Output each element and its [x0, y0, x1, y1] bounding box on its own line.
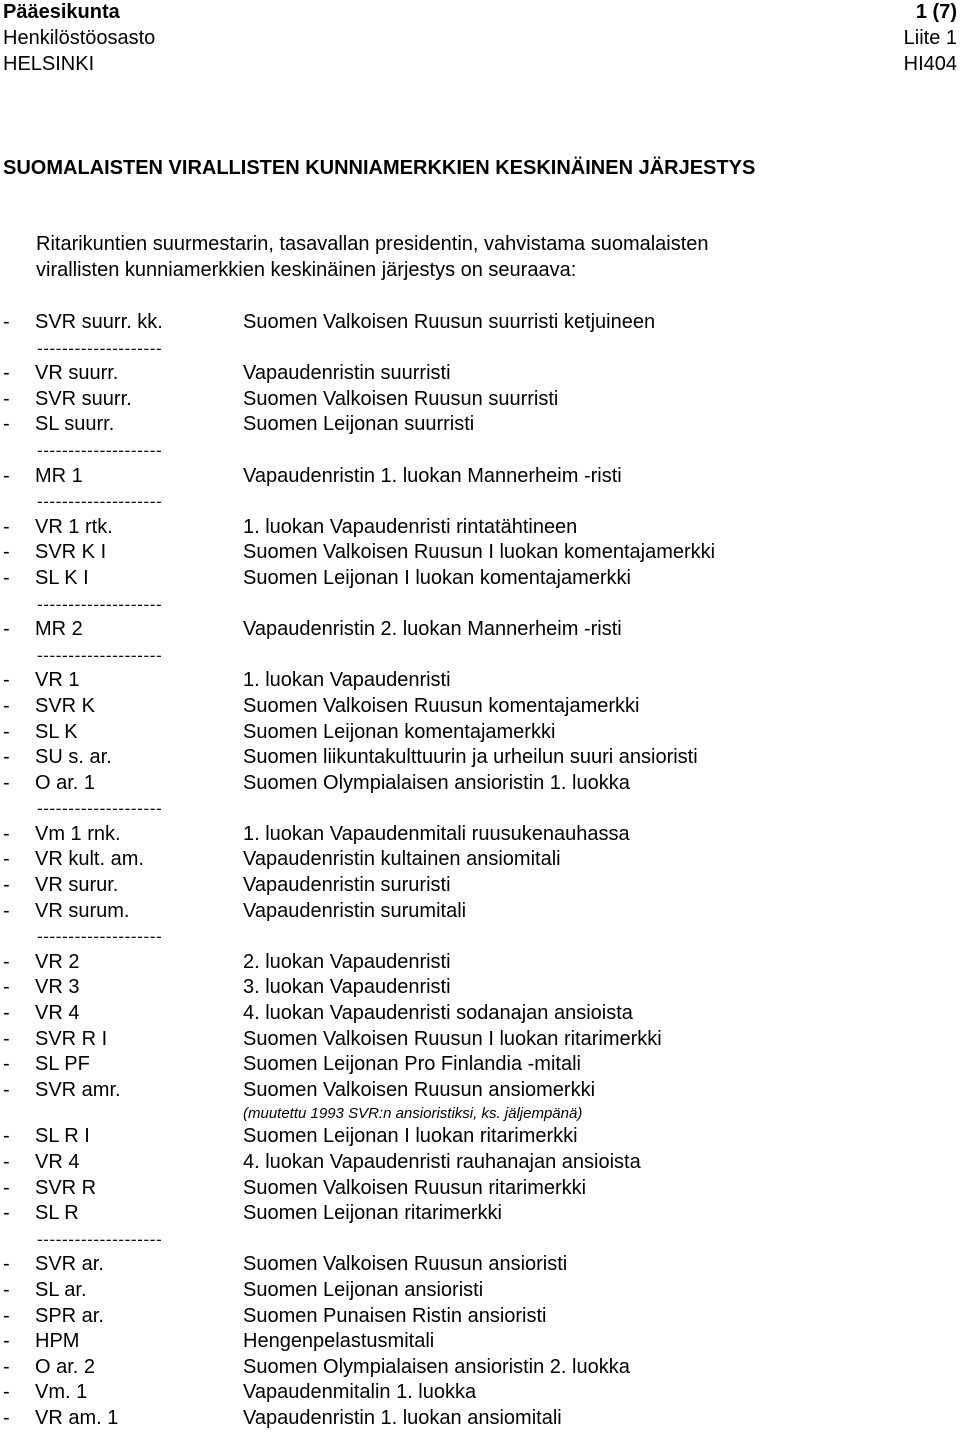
- item-abbreviation: Vm 1 rnk.: [35, 822, 121, 845]
- item-full-name: Suomen Leijonan ansioristi: [243, 1278, 484, 1301]
- item-abbreviation: SL K I: [35, 566, 89, 589]
- item-abbreviation: SVR suurr. kk.: [35, 311, 163, 333]
- bullet-dash: -: [3, 694, 10, 717]
- item-full-name: Suomen Olympialaisen ansioristin 1. luokka: [243, 771, 630, 794]
- list-item: [0, 1150, 960, 1176]
- item-full-name: Suomen Valkoisen Ruusun komentajamerkki: [243, 694, 640, 717]
- bullet-dash: -: [3, 720, 10, 743]
- list-item: [0, 950, 960, 976]
- list-item: [0, 1052, 960, 1078]
- header-row-city: [3, 52, 957, 76]
- list-item: [0, 694, 960, 720]
- list-item: [0, 1278, 960, 1304]
- intro-paragraph: [36, 232, 709, 283]
- item-full-name: Suomen Valkoisen Ruusun suurristi ketjuineen: [243, 311, 656, 333]
- separator-line: [0, 924, 960, 950]
- page-number: 1 (7): [915, 1, 957, 23]
- list-item: [0, 1329, 960, 1355]
- item-full-name: Suomen Leijonan I luokan komentajamerkki: [243, 566, 631, 589]
- list-item: [0, 387, 960, 413]
- document-title: SUOMALAISTEN VIRALLISTEN KUNNIAMERKKIEN KESKINÄINEN JÄRJESTYS: [3, 157, 756, 179]
- item-abbreviation: VR suurr.: [35, 362, 119, 385]
- item-abbreviation: VR 2: [35, 950, 80, 973]
- item-abbreviation: SL suurr.: [35, 413, 115, 436]
- list-item: [0, 975, 960, 1001]
- bullet-dash: -: [3, 362, 10, 385]
- item-abbreviation: SL K: [35, 720, 78, 743]
- separator-dashes: --------------------: [37, 594, 163, 614]
- separator-dashes: --------------------: [37, 927, 163, 947]
- separator-line: [0, 592, 960, 618]
- list-item: [0, 822, 960, 848]
- bullet-dash: -: [3, 1002, 10, 1025]
- bullet-dash: -: [3, 1176, 10, 1199]
- item-abbreviation: SPR ar.: [35, 1304, 104, 1327]
- item-full-name: Suomen Valkoisen Ruusun I luokan ritarimerkki: [243, 1027, 662, 1050]
- item-abbreviation: SVR ar.: [35, 1253, 104, 1276]
- item-abbreviation: SVR R: [35, 1176, 97, 1199]
- item-full-name: Vapaudenristin 2. luokan Mannerheim -risti: [243, 618, 622, 641]
- bullet-dash: -: [3, 1330, 10, 1353]
- list-item: [0, 1001, 960, 1027]
- bullet-dash: -: [3, 1202, 10, 1225]
- item-full-name: Suomen Olympialaisen ansioristin 2. luokka: [243, 1355, 630, 1378]
- attachment-label: Liite 1: [903, 27, 957, 49]
- item-full-name: Vapaudenmitalin 1. luokka: [243, 1381, 477, 1404]
- item-abbreviation: VR kult. am.: [35, 848, 144, 871]
- item-abbreviation: SL R: [35, 1202, 79, 1225]
- item-full-name: 1. luokan Vapaudenmitali ruusukenauhassa: [243, 822, 630, 845]
- item-abbreviation: MR 2: [35, 618, 83, 641]
- item-full-name: Vapaudenristin sururisti: [243, 874, 451, 897]
- list-item: [0, 617, 960, 643]
- bullet-dash: -: [3, 1381, 10, 1404]
- item-full-name: Vapaudenristin kultainen ansiomitali: [243, 848, 561, 871]
- bullet-dash: -: [3, 899, 10, 922]
- list-item: [0, 464, 960, 490]
- bullet-dash: -: [3, 1253, 10, 1276]
- list-item: [0, 1201, 960, 1227]
- list-item: [0, 1027, 960, 1053]
- item-full-name: Vapaudenristin 1. luokan ansiomitali: [243, 1406, 562, 1429]
- bullet-dash: -: [3, 1406, 10, 1429]
- list-item: [0, 1380, 960, 1406]
- intro-line-1: Ritarikuntien suurmestarin, tasavallan presidentin, vahvistama suomalaisten: [36, 233, 709, 255]
- separator-line: [0, 643, 960, 669]
- department-name: Henkilöstöosasto: [3, 27, 156, 49]
- item-full-name: Suomen Valkoisen Ruusun I luokan komentajamerkki: [243, 541, 716, 564]
- separator-line: [0, 796, 960, 822]
- item-abbreviation: VR 1: [35, 669, 80, 692]
- bullet-dash: -: [3, 618, 10, 641]
- separator-line: [0, 336, 960, 362]
- item-abbreviation: VR surum.: [35, 899, 130, 922]
- bullet-dash: -: [3, 746, 10, 769]
- bullet-dash: -: [3, 976, 10, 999]
- bullet-dash: -: [3, 464, 10, 487]
- note-text: (muutettu 1993 SVR:n ansioristiksi, ks. jäljempänä): [243, 1105, 583, 1123]
- list-item: [0, 566, 960, 592]
- document-code: HI404: [903, 53, 957, 75]
- separator-dashes: --------------------: [37, 492, 163, 512]
- item-abbreviation: VR am. 1: [35, 1406, 119, 1429]
- list-note: [0, 1103, 960, 1124]
- list-item: [0, 310, 960, 336]
- bullet-dash: -: [3, 1151, 10, 1173]
- item-full-name: Suomen Leijonan ritarimerkki: [243, 1202, 503, 1225]
- separator-line: [0, 489, 960, 515]
- item-abbreviation: VR 4: [35, 1151, 80, 1173]
- item-abbreviation: O ar. 1: [35, 771, 96, 794]
- bullet-dash: -: [3, 1278, 10, 1301]
- item-abbreviation: VR 3: [35, 976, 80, 999]
- bullet-dash: -: [3, 1355, 10, 1378]
- bullet-dash: -: [3, 566, 10, 589]
- item-abbreviation: SVR suurr.: [35, 387, 132, 410]
- item-abbreviation: VR surur.: [35, 874, 119, 897]
- item-full-name: 1. luokan Vapaudenristi rintatähtineen: [243, 515, 578, 538]
- item-full-name: Vapaudenristin suurristi: [243, 362, 451, 385]
- item-abbreviation: SVR R I: [35, 1027, 108, 1050]
- item-abbreviation: SU s. ar.: [35, 746, 112, 769]
- list-item: [0, 1124, 960, 1150]
- item-full-name: 2. luokan Vapaudenristi: [243, 950, 451, 973]
- item-full-name: 1. luokan Vapaudenristi: [243, 669, 451, 692]
- item-full-name: Suomen Valkoisen Ruusun ansiomerkki: [243, 1078, 596, 1101]
- bullet-dash: -: [3, 874, 10, 897]
- item-abbreviation: SVR K: [35, 694, 96, 717]
- item-full-name: Vapaudenristin 1. luokan Mannerheim -risti: [243, 464, 622, 487]
- item-abbreviation: SL PF: [35, 1053, 90, 1076]
- bullet-dash: -: [3, 1304, 10, 1327]
- item-abbreviation: VR 4: [35, 1002, 80, 1025]
- list-item: [0, 899, 960, 925]
- bullet-dash: -: [3, 771, 10, 794]
- bullet-dash: -: [3, 1078, 10, 1101]
- list-item: [0, 1252, 960, 1278]
- item-full-name: 4. luokan Vapaudenristi rauhanajan ansioista: [243, 1151, 641, 1173]
- list-item: [0, 1078, 960, 1104]
- list-item: [0, 771, 960, 797]
- list-item: [0, 873, 960, 899]
- header-row-org: [3, 0, 957, 24]
- item-full-name: Suomen Punaisen Ristin ansioristi: [243, 1304, 547, 1327]
- list-item: [0, 1304, 960, 1330]
- separator-dashes: --------------------: [37, 799, 163, 819]
- bullet-dash: -: [3, 541, 10, 564]
- bullet-dash: -: [3, 1053, 10, 1076]
- separator-line: [0, 438, 960, 464]
- bullet-dash: -: [3, 311, 10, 333]
- city-name: HELSINKI: [3, 53, 95, 75]
- list-item: [0, 1406, 960, 1432]
- bullet-dash: -: [3, 1027, 10, 1050]
- bullet-dash: -: [3, 848, 10, 871]
- item-full-name: Hengenpelastusmitali: [243, 1330, 435, 1353]
- list-item: [0, 847, 960, 873]
- list-item: [0, 515, 960, 541]
- list-item: [0, 720, 960, 746]
- list-item: [0, 668, 960, 694]
- list-item: [0, 1355, 960, 1381]
- item-abbreviation: HPM: [35, 1330, 80, 1353]
- item-full-name: Suomen liikuntakulttuurin ja urheilun suuri ansioristi: [243, 746, 698, 769]
- item-full-name: Vapaudenristin surumitali: [243, 899, 467, 922]
- item-full-name: Suomen Leijonan I luokan ritarimerkki: [243, 1125, 578, 1148]
- item-full-name: Suomen Valkoisen Ruusun suurristi: [243, 387, 559, 410]
- org-name: Pääesikunta: [3, 1, 120, 23]
- bullet-dash: -: [3, 669, 10, 692]
- item-abbreviation: MR 1: [35, 464, 83, 487]
- item-abbreviation: VR 1 rtk.: [35, 515, 113, 538]
- list-item: [0, 745, 960, 771]
- item-abbreviation: Vm. 1: [35, 1381, 88, 1404]
- item-full-name: Suomen Leijonan komentajamerkki: [243, 720, 556, 743]
- bullet-dash: -: [3, 515, 10, 538]
- item-abbreviation: O ar. 2: [35, 1355, 96, 1378]
- list-item: [0, 540, 960, 566]
- item-full-name: Suomen Valkoisen Ruusun ritarimerkki: [243, 1176, 587, 1199]
- bullet-dash: -: [3, 413, 10, 436]
- bullet-dash: -: [3, 950, 10, 973]
- header-row-dept: [3, 26, 957, 50]
- separator-dashes: --------------------: [37, 645, 163, 665]
- item-abbreviation: SL R I: [35, 1125, 90, 1148]
- separator-line: [0, 1227, 960, 1253]
- item-full-name: Suomen Leijonan suurristi: [243, 413, 475, 436]
- separator-dashes: --------------------: [37, 338, 163, 358]
- item-full-name: 4. luokan Vapaudenristi sodanajan ansioista: [243, 1002, 633, 1025]
- item-abbreviation: SL ar.: [35, 1278, 87, 1301]
- item-full-name: 3. luokan Vapaudenristi: [243, 976, 451, 999]
- separator-dashes: --------------------: [37, 1229, 163, 1249]
- item-abbreviation: SVR amr.: [35, 1078, 121, 1101]
- bullet-dash: -: [3, 387, 10, 410]
- list-item: [0, 361, 960, 387]
- list-item: [0, 1176, 960, 1202]
- list-item: [0, 412, 960, 438]
- separator-dashes: --------------------: [37, 440, 163, 460]
- intro-line-2: virallisten kunniamerkkien keskinäinen järjestys on seuraava:: [36, 258, 577, 281]
- bullet-dash: -: [3, 822, 10, 845]
- item-abbreviation: SVR K I: [35, 541, 107, 564]
- bullet-dash: -: [3, 1125, 10, 1148]
- item-full-name: Suomen Valkoisen Ruusun ansioristi: [243, 1253, 568, 1276]
- decoration-order-list: [0, 310, 960, 1432]
- item-full-name: Suomen Leijonan Pro Finlandia -mitali: [243, 1053, 581, 1076]
